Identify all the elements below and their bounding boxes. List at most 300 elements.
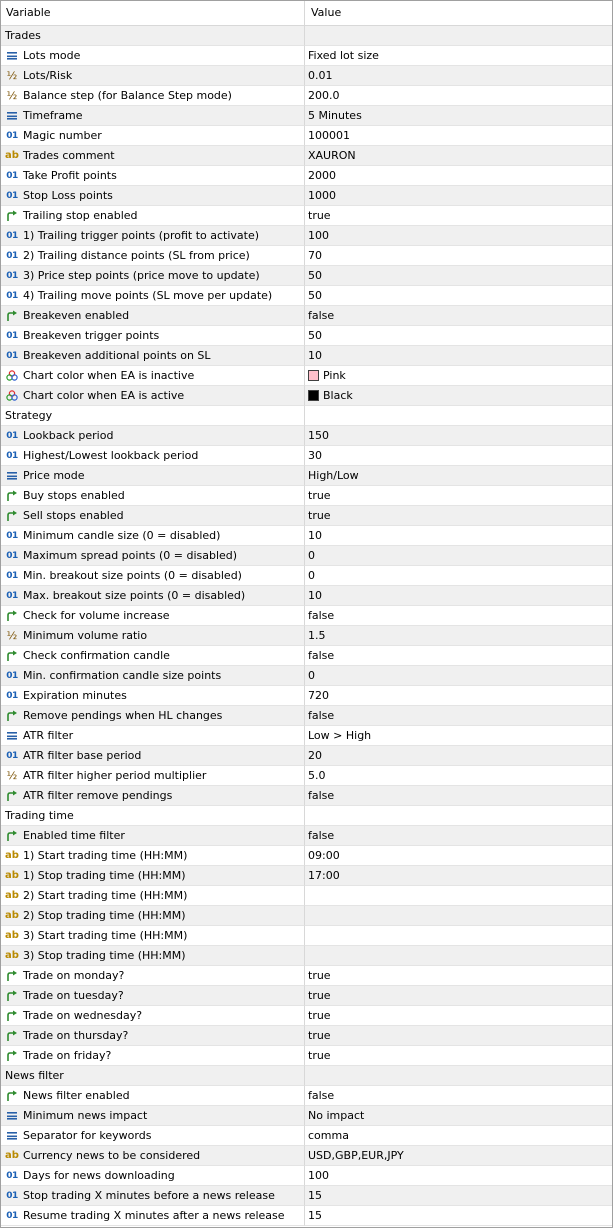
table-row[interactable] [1, 146, 612, 166]
value-text: false [308, 829, 335, 842]
table-row[interactable] [1, 1026, 612, 1046]
value-text: 20 [308, 749, 322, 762]
integer-type-icon: 01 [6, 450, 18, 461]
variable-cell [1, 906, 305, 926]
value-text: true [308, 509, 331, 522]
variable-label: Lots/Risk [23, 69, 73, 82]
variable-cell [1, 546, 305, 566]
integer-type-icon: 01 [6, 1170, 18, 1181]
variable-label: Separator for keywords [23, 1129, 152, 1142]
value-cell[interactable] [305, 966, 612, 986]
string-type-icon: ab [5, 910, 19, 921]
value-cell[interactable] [305, 226, 612, 246]
table-row[interactable] [1, 1086, 612, 1106]
value-cell[interactable] [305, 46, 612, 66]
value-cell[interactable] [305, 266, 612, 286]
table-row[interactable] [1, 746, 612, 766]
variable-label: Take Profit points [23, 169, 117, 182]
variable-cell [1, 1086, 305, 1106]
variable-cell [1, 146, 305, 166]
integer-type-icon: 01 [6, 570, 18, 581]
variable-label: Min. confirmation candle size points [23, 669, 222, 682]
value-cell[interactable] [305, 1126, 612, 1146]
variable-cell [1, 66, 305, 86]
table-row[interactable] [1, 686, 612, 706]
variable-cell [1, 1026, 305, 1046]
variable-cell [1, 26, 305, 46]
value-text: 70 [308, 249, 322, 262]
value-cell[interactable] [305, 106, 612, 126]
integer-type-icon: 01 [6, 590, 18, 601]
variable-label: Currency news to be considered [23, 1149, 201, 1162]
table-row[interactable] [1, 106, 612, 126]
variable-label: Trade on tuesday? [23, 989, 124, 1002]
value-cell[interactable] [305, 466, 612, 486]
table-row[interactable] [1, 706, 612, 726]
value-cell[interactable] [305, 926, 612, 946]
value-cell[interactable] [305, 726, 612, 746]
variable-cell [1, 526, 305, 546]
variable-cell [1, 1046, 305, 1066]
enum-list-icon [5, 1110, 19, 1122]
value-cell[interactable] [305, 1006, 612, 1026]
table-row[interactable] [1, 946, 612, 966]
variable-label: Trade on thursday? [23, 1029, 129, 1042]
value-text: 720 [308, 689, 329, 702]
table-row[interactable] [1, 1106, 612, 1126]
value-cell[interactable] [305, 306, 612, 326]
bool-arrow-icon [5, 1030, 19, 1042]
variable-cell [1, 126, 305, 146]
variable-label: Min. breakout size points (0 = disabled) [23, 569, 242, 582]
value-cell[interactable] [305, 606, 612, 626]
column-header-variable[interactable]: Variable [1, 1, 305, 25]
variable-label: ATR filter base period [23, 749, 142, 762]
value-cell[interactable] [305, 986, 612, 1006]
value-text: false [308, 709, 335, 722]
variable-label: Expiration minutes [23, 689, 127, 702]
value-cell[interactable] [305, 286, 612, 306]
variable-label: Breakeven enabled [23, 309, 130, 322]
value-cell[interactable] [305, 1166, 612, 1186]
table-row[interactable] [1, 566, 612, 586]
value-cell[interactable] [305, 1026, 612, 1046]
variable-cell [1, 746, 305, 766]
variable-cell [1, 986, 305, 1006]
table-row[interactable] [1, 226, 612, 246]
string-type-icon: ab [5, 950, 19, 961]
bool-arrow-icon [5, 210, 19, 222]
variable-cell [1, 1126, 305, 1146]
table-row[interactable] [1, 1046, 612, 1066]
group-row[interactable] [1, 1066, 612, 1086]
value-text: 10 [308, 589, 322, 602]
variable-label: 1) Trailing trigger points (profit to activate) [23, 229, 260, 242]
table-row[interactable] [1, 186, 612, 206]
value-cell[interactable] [305, 486, 612, 506]
integer-type-icon: 01 [6, 550, 18, 561]
variable-label: Breakeven trigger points [23, 329, 160, 342]
enum-list-icon [5, 1130, 19, 1142]
variable-label: 3) Price step points (price move to update) [23, 269, 260, 282]
value-text: 1.5 [308, 629, 326, 642]
table-row[interactable] [1, 1006, 612, 1026]
table-row[interactable] [1, 86, 612, 106]
variable-cell [1, 326, 305, 346]
group-row[interactable] [1, 26, 612, 46]
variable-label: Lookback period [23, 429, 114, 442]
variable-cell [1, 846, 305, 866]
value-cell [305, 1066, 612, 1086]
string-type-icon: ab [5, 1150, 19, 1161]
table-row[interactable] [1, 346, 612, 366]
variable-cell [1, 446, 305, 466]
table-row[interactable] [1, 726, 612, 746]
bool-arrow-icon [5, 510, 19, 522]
variable-cell [1, 726, 305, 746]
table-row[interactable] [1, 586, 612, 606]
variable-cell [1, 686, 305, 706]
variable-label: News filter enabled [23, 1089, 130, 1102]
value-cell[interactable] [305, 346, 612, 366]
value-text: XAURON [308, 149, 356, 162]
string-type-icon: ab [5, 930, 19, 941]
variable-label: Trade on friday? [23, 1049, 112, 1062]
integer-type-icon: 01 [6, 270, 18, 281]
table-row[interactable] [1, 546, 612, 566]
value-text: 2000 [308, 169, 336, 182]
group-row[interactable] [1, 406, 612, 426]
value-cell[interactable] [305, 946, 612, 966]
bool-arrow-icon [5, 790, 19, 802]
value-cell[interactable] [305, 446, 612, 466]
value-cell[interactable] [305, 746, 612, 766]
table-row[interactable] [1, 926, 612, 946]
table-row[interactable] [1, 1206, 612, 1226]
variable-cell [1, 806, 305, 826]
table-body [1, 26, 612, 1226]
integer-type-icon: 01 [6, 250, 18, 261]
variable-cell [1, 1206, 305, 1226]
variable-label: Maximum spread points (0 = disabled) [23, 549, 238, 562]
variable-cell [1, 886, 305, 906]
variable-cell [1, 346, 305, 366]
table-row[interactable] [1, 886, 612, 906]
table-row[interactable] [1, 866, 612, 886]
double-type-icon: ½ [6, 769, 18, 782]
table-row[interactable] [1, 826, 612, 846]
double-type-icon: ½ [6, 69, 18, 82]
value-text: 100001 [308, 129, 350, 142]
value-cell[interactable] [305, 126, 612, 146]
variable-cell [1, 1006, 305, 1026]
variable-label: Trade on wednesday? [23, 1009, 143, 1022]
table-row[interactable] [1, 1166, 612, 1186]
variable-label: Sell stops enabled [23, 509, 124, 522]
value-text: 10 [308, 349, 322, 362]
table-row[interactable] [1, 966, 612, 986]
value-cell[interactable] [305, 786, 612, 806]
value-cell[interactable] [305, 866, 612, 886]
table-row[interactable] [1, 426, 612, 446]
string-type-icon: ab [5, 150, 19, 161]
integer-type-icon: 01 [6, 430, 18, 441]
variable-label: Days for news downloading [23, 1169, 175, 1182]
enum-list-icon [5, 470, 19, 482]
integer-type-icon: 01 [6, 1190, 18, 1201]
variable-label: Magic number [23, 129, 102, 142]
variable-cell [1, 286, 305, 306]
table-row[interactable] [1, 786, 612, 806]
variable-label: Breakeven additional points on SL [23, 349, 211, 362]
variable-cell [1, 1106, 305, 1126]
table-row[interactable] [1, 846, 612, 866]
variable-cell [1, 826, 305, 846]
table-row[interactable] [1, 766, 612, 786]
value-cell[interactable] [305, 186, 612, 206]
variable-label: Remove pendings when HL changes [23, 709, 223, 722]
value-cell[interactable] [305, 1146, 612, 1166]
value-cell[interactable] [305, 506, 612, 526]
table-row[interactable] [1, 626, 612, 646]
table-row[interactable] [1, 366, 612, 386]
value-text: 0.01 [308, 69, 333, 82]
value-cell[interactable] [305, 166, 612, 186]
value-cell[interactable] [305, 706, 612, 726]
value-cell[interactable] [305, 566, 612, 586]
value-text: 150 [308, 429, 329, 442]
variable-cell [1, 106, 305, 126]
value-cell[interactable] [305, 1206, 612, 1226]
value-text: 5 Minutes [308, 109, 362, 122]
variable-cell [1, 626, 305, 646]
value-text: false [308, 789, 335, 802]
table-row[interactable] [1, 206, 612, 226]
variable-label: Max. breakout size points (0 = disabled) [23, 589, 246, 602]
bool-arrow-icon [5, 1050, 19, 1062]
variable-cell [1, 506, 305, 526]
variable-label: Buy stops enabled [23, 489, 125, 502]
variable-label: 4) Trailing move points (SL move per update) [23, 289, 273, 302]
value-cell[interactable] [305, 86, 612, 106]
value-text: 15 [308, 1189, 322, 1202]
group-row[interactable] [1, 806, 612, 826]
table-row[interactable] [1, 506, 612, 526]
variable-cell [1, 306, 305, 326]
value-cell [305, 806, 612, 826]
value-cell[interactable] [305, 626, 612, 646]
variable-label: Chart color when EA is active [23, 389, 185, 402]
value-cell[interactable] [305, 646, 612, 666]
variable-cell [1, 366, 305, 386]
integer-type-icon: 01 [6, 190, 18, 201]
variable-cell [1, 646, 305, 666]
integer-type-icon: 01 [6, 690, 18, 701]
variable-label: 2) Start trading time (HH:MM) [23, 889, 188, 902]
variable-cell [1, 206, 305, 226]
table-row[interactable] [1, 666, 612, 686]
table-row[interactable] [1, 46, 612, 66]
value-text: Black [323, 389, 353, 402]
bool-arrow-icon [5, 710, 19, 722]
table-row[interactable] [1, 446, 612, 466]
value-cell[interactable] [305, 826, 612, 846]
table-row[interactable] [1, 1126, 612, 1146]
bool-arrow-icon [5, 970, 19, 982]
value-cell[interactable] [305, 326, 612, 346]
variable-label: Trailing stop enabled [23, 209, 138, 222]
variable-label: 3) Stop trading time (HH:MM) [23, 949, 186, 962]
value-cell[interactable] [305, 66, 612, 86]
table-row[interactable] [1, 646, 612, 666]
integer-type-icon: 01 [6, 230, 18, 241]
value-cell[interactable] [305, 146, 612, 166]
variable-cell [1, 226, 305, 246]
string-type-icon: ab [5, 870, 19, 881]
group-label: Trades [5, 29, 41, 42]
variable-label: Trades comment [23, 149, 115, 162]
integer-type-icon: 01 [6, 350, 18, 361]
value-cell[interactable] [305, 526, 612, 546]
bool-arrow-icon [5, 310, 19, 322]
value-cell[interactable] [305, 886, 612, 906]
color-swatch[interactable] [308, 370, 319, 381]
bool-arrow-icon [5, 990, 19, 1002]
table-row[interactable] [1, 246, 612, 266]
integer-type-icon: 01 [6, 1210, 18, 1221]
value-cell [305, 26, 612, 46]
value-cell[interactable] [305, 1046, 612, 1066]
value-cell[interactable] [305, 206, 612, 226]
variable-label: Minimum candle size (0 = disabled) [23, 529, 221, 542]
variable-label: Chart color when EA is inactive [23, 369, 195, 382]
value-cell[interactable] [305, 546, 612, 566]
table-row[interactable] [1, 606, 612, 626]
value-text: comma [308, 1129, 349, 1142]
value-text: Fixed lot size [308, 49, 379, 62]
variable-cell [1, 926, 305, 946]
double-type-icon: ½ [6, 89, 18, 102]
variable-label: Minimum news impact [23, 1109, 148, 1122]
value-cell[interactable] [305, 426, 612, 446]
variable-cell [1, 1066, 305, 1086]
table-row[interactable] [1, 166, 612, 186]
variable-label: Balance step (for Balance Step mode) [23, 89, 232, 102]
value-cell[interactable] [305, 386, 612, 406]
variable-label: ATR filter [23, 729, 74, 742]
variable-label: Trade on monday? [23, 969, 125, 982]
value-text: 100 [308, 1169, 329, 1182]
enum-list-icon [5, 50, 19, 62]
variable-cell [1, 426, 305, 446]
variable-cell [1, 186, 305, 206]
table-row[interactable] [1, 306, 612, 326]
value-cell[interactable] [305, 1106, 612, 1126]
value-text: 5.0 [308, 769, 326, 782]
variable-cell [1, 266, 305, 286]
table-row[interactable] [1, 986, 612, 1006]
value-text: true [308, 989, 331, 1002]
bool-arrow-icon [5, 1090, 19, 1102]
value-cell[interactable] [305, 686, 612, 706]
variable-label: Enabled time filter [23, 829, 125, 842]
table-row[interactable] [1, 906, 612, 926]
group-label: Strategy [5, 409, 53, 422]
table-row[interactable] [1, 286, 612, 306]
group-label: News filter [5, 1069, 64, 1082]
integer-type-icon: 01 [6, 670, 18, 681]
string-type-icon: ab [5, 890, 19, 901]
table-row[interactable] [1, 386, 612, 406]
table-row[interactable] [1, 466, 612, 486]
variable-cell [1, 1186, 305, 1206]
color-palette-icon [5, 370, 19, 382]
value-text: false [308, 649, 335, 662]
value-text: true [308, 1049, 331, 1062]
value-cell[interactable] [305, 766, 612, 786]
integer-type-icon: 01 [6, 170, 18, 181]
value-cell[interactable] [305, 846, 612, 866]
table-row[interactable] [1, 126, 612, 146]
bool-arrow-icon [5, 490, 19, 502]
value-cell[interactable] [305, 366, 612, 386]
value-text: true [308, 209, 331, 222]
value-text: Pink [323, 369, 346, 382]
variable-label: Timeframe [23, 109, 83, 122]
double-type-icon: ½ [6, 629, 18, 642]
color-swatch[interactable] [308, 390, 319, 401]
value-cell[interactable] [305, 666, 612, 686]
value-cell[interactable] [305, 906, 612, 926]
variable-cell [1, 866, 305, 886]
variable-label: 2) Trailing distance points (SL from price) [23, 249, 250, 262]
bool-arrow-icon [5, 1010, 19, 1022]
value-text: 50 [308, 289, 322, 302]
bool-arrow-icon [5, 610, 19, 622]
value-cell[interactable] [305, 1186, 612, 1206]
variable-cell [1, 46, 305, 66]
group-label: Trading time [5, 809, 74, 822]
table-row[interactable] [1, 66, 612, 86]
value-text: 30 [308, 449, 322, 462]
table-row[interactable] [1, 1186, 612, 1206]
value-text: 17:00 [308, 869, 340, 882]
table-row[interactable] [1, 526, 612, 546]
value-cell[interactable] [305, 246, 612, 266]
variable-cell [1, 86, 305, 106]
value-cell[interactable] [305, 1086, 612, 1106]
variable-label: Stop Loss points [23, 189, 113, 202]
variable-label: Resume trading X minutes after a news release [23, 1209, 285, 1222]
variable-label: ATR filter remove pendings [23, 789, 173, 802]
variable-label: Minimum volume ratio [23, 629, 148, 642]
table-row[interactable] [1, 326, 612, 346]
value-cell[interactable] [305, 586, 612, 606]
column-header-value[interactable]: Value [311, 6, 342, 19]
integer-type-icon: 01 [6, 530, 18, 541]
table-row[interactable] [1, 1146, 612, 1166]
table-row[interactable] [1, 266, 612, 286]
variable-label: Check for volume increase [23, 609, 170, 622]
integer-type-icon: 01 [6, 750, 18, 761]
value-text: 200.0 [308, 89, 340, 102]
variable-cell [1, 466, 305, 486]
variable-label: Price mode [23, 469, 85, 482]
table-row[interactable] [1, 486, 612, 506]
value-text: 10 [308, 529, 322, 542]
value-text: 15 [308, 1209, 322, 1222]
value-cell [305, 406, 612, 426]
